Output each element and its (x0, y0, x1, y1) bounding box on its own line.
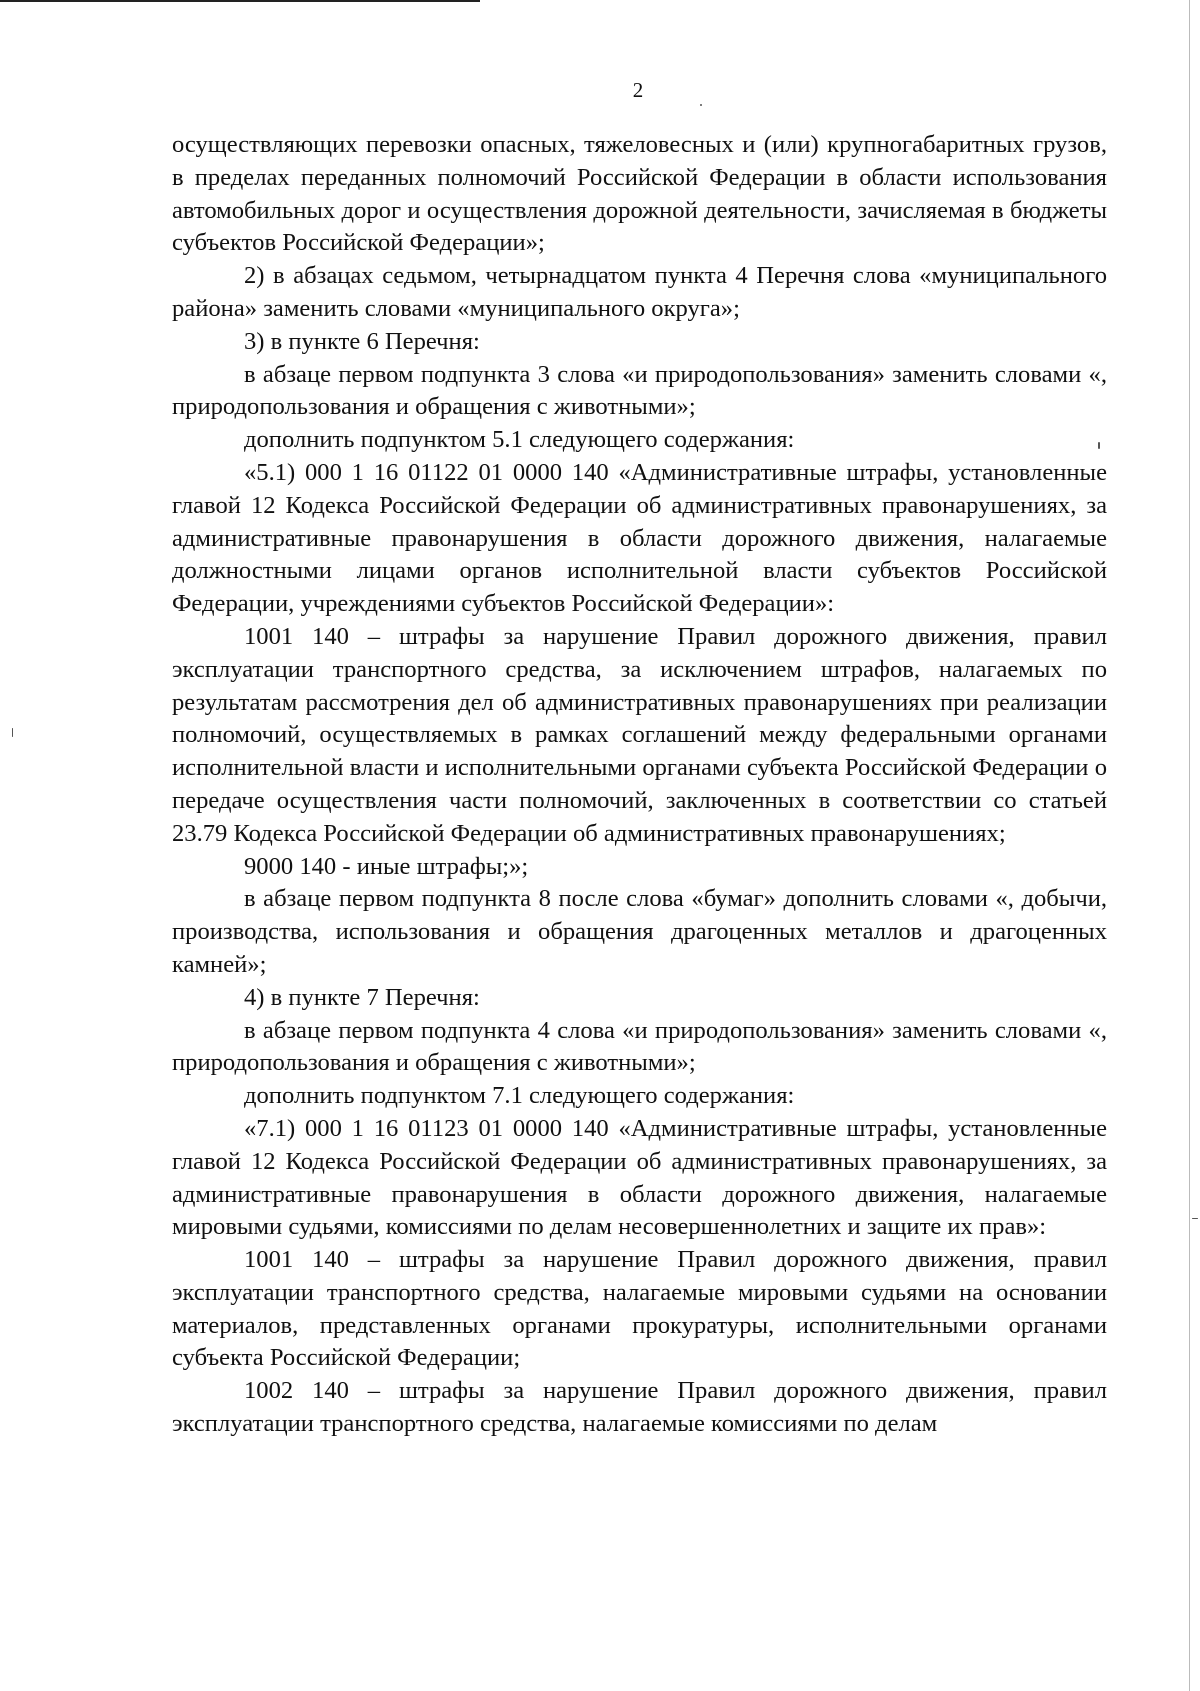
paragraph-code-7-1-1001: 1001 140 – штрафы за нарушение Правил дорожного движения, правил эксплуатации транспортного средства, налагаемые мировыми судьями на основании материалов, представленных органами прокуратуры, исполнительными органами субъекта Российской Федерации; (172, 1246, 1107, 1372)
paragraph-item-2: 2) в абзацах седьмом, четырнадцатом пункта 4 Перечня слова «муниципального района» заменить словами «муниципального округа»; (172, 262, 1107, 322)
paragraph-code-5-1-9000: 9000 140 - иные штрафы;»; (244, 852, 529, 880)
scan-speck (1098, 442, 1100, 449)
scan-speck (1192, 1218, 1198, 1219)
scan-speck (700, 104, 702, 106)
paragraph-item-3-subparagraph-1: в абзаце первом подпункта 3 слова «и природопользования» заменить словами «, природопользования и обращения с животными»; (172, 360, 1107, 421)
paragraph-item-3-subparagraph-8: в абзаце первом подпункта 8 после слова «бумаг» дополнить словами «, добычи, производства, использования и обращения драгоценных металлов и драгоценных камней»; (172, 885, 1107, 978)
paragraph-item-3: 3) в пункте 6 Перечня: (244, 327, 480, 355)
paragraph-code-5-1: «5.1) 000 1 16 01122 01 0000 140 «Административные штрафы, установленные главой 12 Кодекса Российской Федерации об административных правонарушениях, за административные правонарушения в области дорожного движения, налагаемые должностными лицами органов исполнительной власти субъектов Российской Федерации, учреждениями субъектов Российской Федерации»: (172, 458, 1107, 618)
scan-right-edge (1189, 0, 1190, 1691)
page-number: 2 (632, 78, 644, 102)
paragraph-code-7-1-1002: 1002 140 – штрафы за нарушение Правил дорожного движения, правил эксплуатации транспортного средства, налагаемые комиссиями по делам (172, 1377, 1107, 1438)
scan-top-edge (0, 0, 1200, 2)
paragraph-item-4-subparagraph-2: дополнить подпунктом 7.1 следующего содержания: (244, 1082, 795, 1110)
paragraph-item-3-subparagraph-2: дополнить подпунктом 5.1 следующего содержания: (244, 426, 795, 454)
paragraph-code-5-1-1001: 1001 140 – штрафы за нарушение Правил дорожного движения, правил эксплуатации транспортного средства, за исключением штрафов, налагаемых по результатам рассмотрения дел об административных правонарушениях при реализации полномочий, осуществляемых в рамках соглашений между федеральными органами исполнительной власти и исполнительными органами субъекта Российской Федерации о передаче осуществления части полномочий, заключенных в соответствии со статьей 23.79 Кодекса Российской Федерации об административных правонарушениях; (172, 622, 1107, 847)
paragraph-item-4: 4) в пункте 7 Перечня: (244, 983, 480, 1011)
paragraph-code-7-1: «7.1) 000 1 16 01123 01 0000 140 «Административные штрафы, установленные главой 12 Кодекса Российской Федерации об административных правонарушениях, за административные правонарушения в области дорожного движения, налагаемые мировыми судьями, комиссиями по делам несовершеннолетних и защите их прав»: (172, 1114, 1107, 1241)
scan-speck (12, 728, 13, 737)
document-body (172, 129, 1107, 1441)
paragraph-continuation: осуществляющих перевозки опасных, тяжеловесных и (или) крупногабаритных грузов, в пределах переданных полномочий Российской Федерации в области использования автомобильных дорог и осуществления дорожной деятельности, зачисляемая в бюджеты субъектов Российской Федерации»; (172, 131, 1107, 257)
paragraph-item-4-subparagraph-1: в абзаце первом подпункта 4 слова «и природопользования» заменить словами «, природопользования и обращения с животными»; (172, 1016, 1107, 1077)
